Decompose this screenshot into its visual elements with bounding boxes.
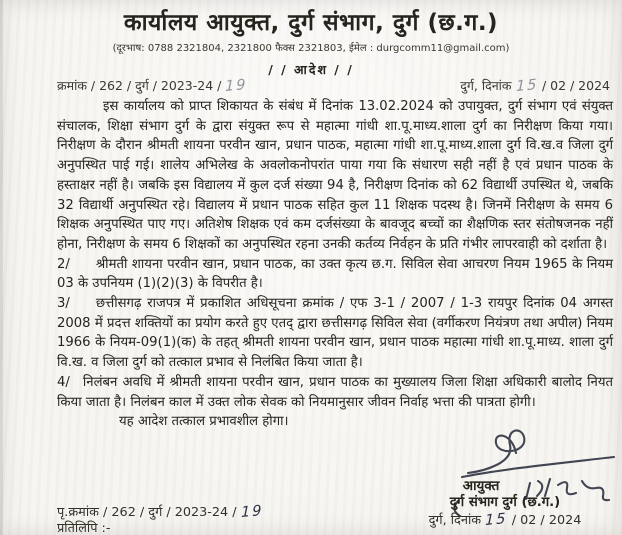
closing-line: यह आदेश तत्काल प्रभावशील होगा। [119, 414, 289, 430]
reference-row [57, 77, 610, 94]
paragraph-4 [57, 373, 613, 412]
office-title: कार्यालय आयुक्त, दुर्ग संभाग, दुर्ग (छ.ग.) [123, 10, 499, 36]
ref-number-label: क्रमांक / 262 / दुर्ग / 2023-24 / [57, 78, 222, 93]
signature-date-prefix: दुर्ग, दिनांक [428, 513, 482, 528]
signature-date [410, 512, 600, 529]
footer-block [57, 504, 263, 535]
signature-date-suffix: / 02 / 2024 [511, 513, 582, 528]
paragraph-4-text: निलंबन अवधि में श्रीमती शायना परवीन खान, प्रधान पाठक का मुख्यालय जिला शिक्षा अधिकारी बालोद नियत किया जाता है। निलंबन काल में उक्त लोक सेवक को नियमानुसार जीवन निर्वाह भत्ता की पात्रता होगी। [57, 374, 613, 410]
paragraph-2-text: श्रीमती शायना परवीन खान, प्रधान पाठक, का उक्त कृत्य छ.ग. सिविल सेवा आचरण नियम 1965 के नियम 03 के उपनियम (1)(2)(3) के विपरीत है। [57, 256, 613, 292]
scan-edge-shadow [0, 0, 3, 535]
order-date [460, 77, 610, 94]
contact-line: (दूरभाष: 0788 2321804, 2321800 फैक्स 2321803, ईमेल : durgcomm11@gmail.com) [112, 43, 510, 54]
signatory-office: दुर्ग संभाग दुर्ग (छ.ग.) [449, 495, 561, 510]
order-date-day-handwritten: 15 [515, 76, 539, 96]
order-heading: / / आदेश / / [268, 62, 354, 77]
signature-block [410, 478, 600, 529]
order-date-prefix: दुर्ग, दिनांक [460, 78, 512, 93]
signature-date-day-handwritten: 15 [485, 510, 508, 530]
endorsement-ref [57, 504, 263, 521]
ref-number [57, 77, 248, 94]
order-body [57, 97, 613, 432]
order-date-suffix: / 02 / 2024 [541, 78, 610, 93]
paragraph-2 [57, 255, 613, 294]
copy-to-label: प्रतिलिपि :- [57, 521, 111, 535]
paragraph-3-text: छत्तीसगढ़ राजपत्र में प्रकाशित अधिसूचना क्रमांक / एफ 3-1 / 2007 / 1-3 रायपुर दिनांक 04 अगस्त 2008 में प्रदत्त शक्तियों का प्रयोग करते हुए एतद् द्वारा छत्तीसगढ़ सिविल सेवा (वर्गीकरण नियंत्रण तथा अपील) नियम 1966 के नियम-09(1)(क) के तहत् श्रीमती शायना परवीन खान, प्रधान पाठक महात्मा गांधी शा.पू.माध्य. शाला दुर्ग वि.ख. व जिला दुर्ग को तत्काल प्रभाव से निलंबित किया जाता है। [57, 296, 613, 371]
paragraph-4-number: 4/ [57, 374, 70, 390]
paragraph-1 [57, 97, 613, 255]
signatory-designation: आयुक्त [462, 478, 500, 494]
paragraph-3-number: 3/ [57, 296, 70, 312]
ref-number-handwritten: 19 [225, 76, 248, 96]
paragraph-2-number: 2/ [57, 256, 70, 272]
letterhead [0, 5, 622, 78]
endorsement-ref-label: पृ.क्रमांक / 262 / दुर्ग / 2023-24 / [57, 505, 237, 520]
paragraph-3 [57, 294, 613, 373]
paragraph-1-text: इस कार्यालय को प्राप्त शिकायत के संबंध में दिनांक 13.02.2024 को उपायुक्त, दुर्ग संभाग एवं संयुक्त संचालक, शिक्षा संभाग दुर्ग के द्वारा संयुक्त रूप से महात्मा गांधी शा.पू.माध्य.शाला दुर्ग का निरीक्षण किया गया। निरीक्षण के दौरान श्रीमती शायना परवीन खान, प्रधान पाठक, महात्मा गांधी शा.पू.माध्य.शाला दुर्ग वि.ख.व जिला दुर्ग अनुपस्थित पाई गई। शालेय अभिलेख के अवलोकनोपरांत पाया गया कि संधारण सही नहीं है एवं प्रधान पाठक के हस्ताक्षर नहीं है। जबकि इस विद्यालय में कुल दर्ज संख्या 94 है, निरीक्षण दिनांक को 62 विद्यार्थी उपस्थित थे, जबकि 32 विद्यार्थी अनुपस्थित रहे। विद्यालय में प्रधान पाठक सहित कुल 11 शिक्षक पदस्थ है। जिनमें निरीक्षण के समय 6 शिक्षक अनुपस्थित पाए गए। अतिशेष शिक्षक एवं कम दर्जसंख्या के बावजूद बच्चों का शैक्षणिक स्तर संतोषजनक नहीं होना, निरीक्षण के समय 6 शिक्षकों का अनुपस्थित रहना उनकी कर्तव्य निर्वहन के प्रति गंभीर लापरवाही को दर्शाता है। [57, 99, 613, 252]
endorsement-ref-handwritten: 19 [240, 502, 264, 522]
